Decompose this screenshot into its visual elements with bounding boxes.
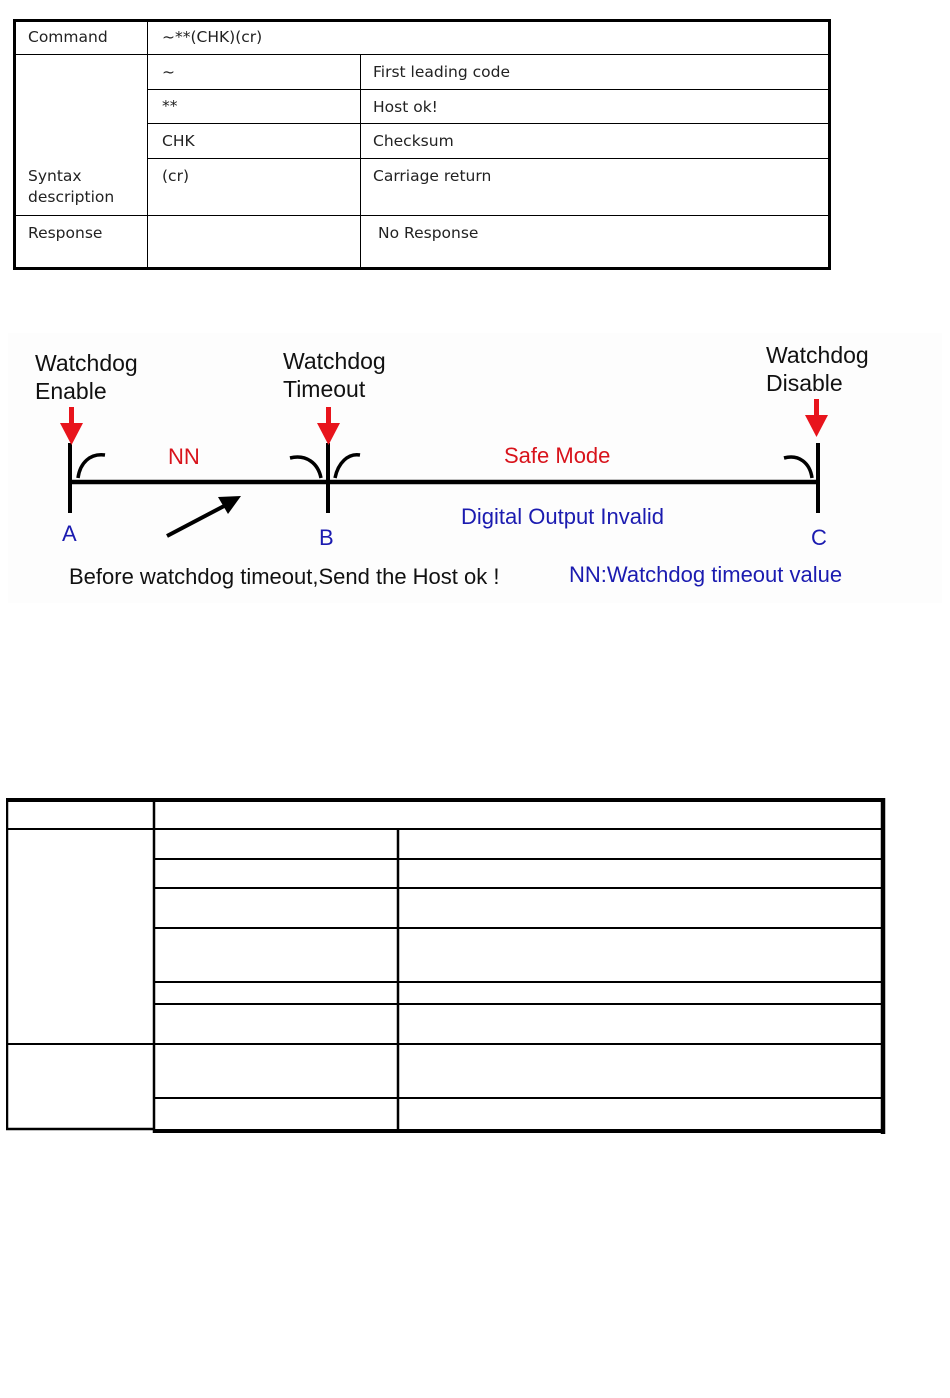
safe-mode-label: Safe Mode	[504, 443, 611, 468]
response-value: No Response	[378, 224, 479, 242]
desc-cell: First leading code	[373, 63, 511, 81]
table-divider	[148, 89, 829, 90]
syntax-label: Syntax description	[28, 167, 115, 206]
command-value: ~**(CHK)(cr)	[162, 28, 263, 46]
red-arrow-c-icon	[805, 399, 828, 437]
table-divider	[147, 21, 148, 268]
table-divider	[360, 55, 361, 268]
hook-a-right	[78, 455, 105, 478]
desc-cell: Checksum	[373, 132, 454, 150]
param-cell: **	[162, 97, 178, 115]
point-a-label: A	[62, 521, 77, 546]
empty-table-grid	[6, 798, 887, 1134]
watchdog-enable-label: Watchdog Enable	[35, 350, 138, 404]
point-c-label: C	[811, 525, 827, 550]
desc-cell: Host ok!	[373, 98, 438, 116]
point-b-label: B	[319, 525, 334, 550]
red-arrow-b-icon	[317, 407, 340, 445]
table-divider	[15, 215, 829, 216]
response-label: Response	[28, 224, 103, 242]
red-arrow-a-icon	[60, 407, 83, 445]
watchdog-disable-label: Watchdog Disable	[766, 342, 869, 396]
param-cell: (cr)	[162, 167, 189, 185]
watchdog-timing-diagram	[8, 333, 942, 603]
hook-c-left	[784, 457, 812, 478]
table-divider	[15, 54, 829, 55]
table-divider	[148, 123, 829, 124]
nn-legend: NN:Watchdog timeout value	[569, 562, 843, 587]
hook-b-right	[335, 455, 360, 478]
nn-label: NN	[168, 444, 200, 469]
command-label: Command	[28, 28, 108, 46]
desc-cell: Carriage return	[373, 167, 492, 185]
digital-output-invalid-label: Digital Output Invalid	[461, 504, 664, 529]
param-cell: ~	[162, 63, 175, 81]
host-ok-note: Before watchdog timeout,Send the Host ok !	[69, 564, 500, 589]
param-cell: CHK	[162, 132, 195, 150]
watchdog-timeout-label: Watchdog Timeout	[283, 348, 386, 402]
diagonal-arrow-icon	[167, 496, 241, 536]
hook-b-left	[290, 457, 321, 478]
table-divider	[148, 158, 829, 159]
